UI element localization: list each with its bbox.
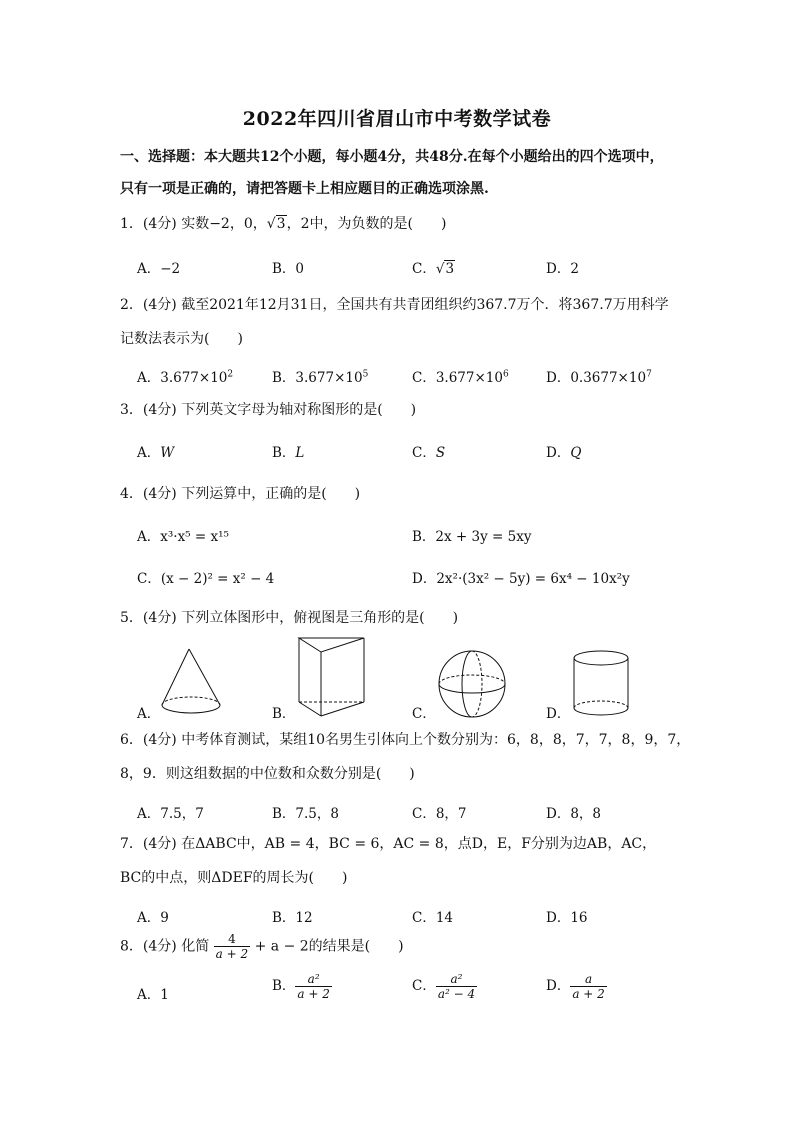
q1-option-c-radicand: 3 — [445, 261, 455, 277]
section-instructions-line2: 只有一项是正确的，请把答题卡上相应题目的正确选项涂黑. — [120, 181, 489, 197]
q1-option-b[interactable]: B．0 — [272, 261, 305, 277]
q8-option-a[interactable]: A．1 — [137, 987, 169, 1003]
q2-option-d[interactable] — [546, 366, 652, 386]
section-instructions-line1: 一、选择题：本大题共12个小题，每小题4分，共48分.在每个小题给出的四个选项中， — [120, 149, 664, 165]
q1-option-c-sqrt: √3 — [435, 261, 455, 277]
q8-stem-part2: + a − 2的结果是( ) — [254, 938, 404, 955]
sphere-figure — [436, 648, 508, 720]
q3-option-a-letter: W — [160, 445, 175, 461]
q7-option-d[interactable]: D．16 — [546, 910, 588, 926]
q1-stem-part1: 1．(4分) 实数−2，0， — [120, 216, 267, 232]
q8-option-d-fraction — [570, 972, 606, 1001]
q2-stem-line2: 记数法表示为( ) — [120, 331, 243, 347]
q5-option-a[interactable]: A． — [137, 706, 161, 722]
q2-option-c[interactable] — [412, 366, 509, 386]
q3-option-a-label: A． — [137, 445, 161, 461]
q8-stem-fraction — [214, 932, 250, 961]
q4-option-c[interactable]: C．(x − 2)² = x² − 4 — [137, 571, 275, 587]
q6-option-a[interactable]: A．7.5，7 — [137, 806, 204, 822]
q3-stem: 3．(4分) 下列英文字母为轴对称图形的是( ) — [120, 402, 417, 418]
q3-option-b-letter: L — [295, 445, 305, 461]
q8-fraction-numerator: 4 — [214, 932, 250, 947]
q3-option-b[interactable] — [272, 441, 304, 461]
q8-option-c[interactable] — [412, 972, 477, 1001]
q5-option-b[interactable]: B． — [272, 706, 296, 722]
q8-option-c-label: C． — [412, 978, 436, 994]
q2-option-c-exponent: 6 — [502, 369, 509, 380]
q7-option-b[interactable]: B．12 — [272, 910, 313, 926]
q1-stem-part2: ，2中，为负数的是( ) — [286, 216, 447, 232]
q3-option-c-letter: S — [435, 445, 446, 461]
q3-option-b-label: B． — [272, 445, 296, 461]
q2-option-b[interactable] — [272, 366, 368, 386]
q1-sqrt-radicand: 3 — [276, 216, 286, 232]
triangular-prism-figure — [296, 636, 368, 720]
q7-stem-line2: BC的中点，则ΔDEF的周长为( ) — [120, 870, 348, 886]
q3-option-d-letter: Q — [570, 445, 582, 461]
q5-option-d[interactable]: D． — [546, 706, 571, 722]
q1-sqrt: √3 — [266, 216, 286, 232]
q8-option-d[interactable] — [546, 972, 607, 1001]
q8-option-b[interactable] — [272, 972, 332, 1001]
q2-option-d-text: D．0.3677×10 — [546, 370, 647, 386]
q7-option-a[interactable]: A．9 — [137, 910, 169, 926]
q2-option-d-exponent: 7 — [646, 369, 652, 380]
q2-option-a-text: A．3.677×10 — [137, 370, 228, 386]
q4-option-b[interactable]: B．2x + 3y = 5xy — [412, 529, 532, 545]
q2-option-a[interactable] — [137, 366, 233, 386]
q1-option-d[interactable]: D．2 — [546, 261, 579, 277]
q8-fraction-denominator: a + 2 — [215, 947, 249, 961]
cone-figure — [158, 646, 228, 720]
q8-option-d-denominator: a + 2 — [572, 987, 605, 1001]
q4-option-d[interactable]: D．2x²·(3x² − 5y) = 6x⁴ − 10x²y — [412, 571, 630, 587]
q8-option-b-label: B． — [272, 978, 296, 994]
q8-option-c-fraction — [436, 972, 477, 1001]
q2-stem-line1: 2．(4分) 截至2021年12月31日，全国共有共青团组织约367.7万个．将367.7万用科学 — [120, 297, 669, 313]
q3-option-d-label: D． — [546, 445, 571, 461]
q2-option-b-exponent: 5 — [362, 369, 369, 380]
q1-option-a[interactable]: A．−2 — [137, 261, 181, 277]
q6-option-b[interactable]: B．7.5，8 — [272, 806, 339, 822]
q2-option-a-exponent: 2 — [227, 369, 234, 380]
cylinder-figure — [570, 648, 632, 720]
q7-option-c[interactable]: C．14 — [412, 910, 454, 926]
q8-option-c-denominator: a² − 4 — [437, 987, 476, 1001]
q2-option-c-text: C．3.677×10 — [412, 370, 503, 386]
q8-option-c-numerator: a² — [436, 972, 477, 987]
q3-option-d[interactable] — [546, 441, 581, 461]
q6-option-c[interactable]: C．8，7 — [412, 806, 467, 822]
q3-option-a[interactable] — [137, 441, 174, 461]
q3-option-c-label: C． — [412, 445, 436, 461]
q8-stem-part1: 8．(4分) 化简 — [120, 938, 210, 955]
q6-stem-line1: 6．(4分) 中考体育测试，某组10名男生引体向上个数分别为：6，8，8，7，7，8，9，7， — [120, 732, 691, 748]
q4-option-a[interactable]: A．x³·x⁵ = x¹⁵ — [137, 529, 229, 545]
q7-stem-line1: 7．(4分) 在ΔABC中，AB = 4，BC = 6，AC = 8，点D，E，F分别为边AB，AC， — [120, 836, 657, 852]
q6-stem-line2: 8，9．则这组数据的中位数和众数分别是( ) — [120, 766, 415, 782]
q8-option-d-label: D． — [546, 978, 571, 994]
q1-stem — [120, 213, 446, 233]
q8-option-b-denominator: a + 2 — [297, 987, 330, 1001]
q1-option-c[interactable] — [412, 257, 455, 277]
q1-option-c-label: C． — [412, 261, 436, 277]
q8-option-d-numerator: a — [570, 972, 606, 987]
q2-option-b-text: B．3.677×10 — [272, 370, 363, 386]
q3-option-c[interactable] — [412, 441, 445, 461]
q6-option-d[interactable]: D．8，8 — [546, 806, 602, 822]
q5-stem: 5．(4分) 下列立体图形中，俯视图是三角形的是( ) — [120, 610, 459, 626]
page-title: 2022年四川省眉山市中考数学试卷 — [242, 108, 552, 130]
q4-stem: 4．(4分) 下列运算中，正确的是( ) — [120, 486, 361, 502]
q5-option-c[interactable]: C． — [412, 706, 436, 722]
q8-option-b-fraction — [295, 972, 331, 1001]
q8-option-b-numerator: a² — [295, 972, 331, 987]
q8-stem — [120, 932, 404, 961]
